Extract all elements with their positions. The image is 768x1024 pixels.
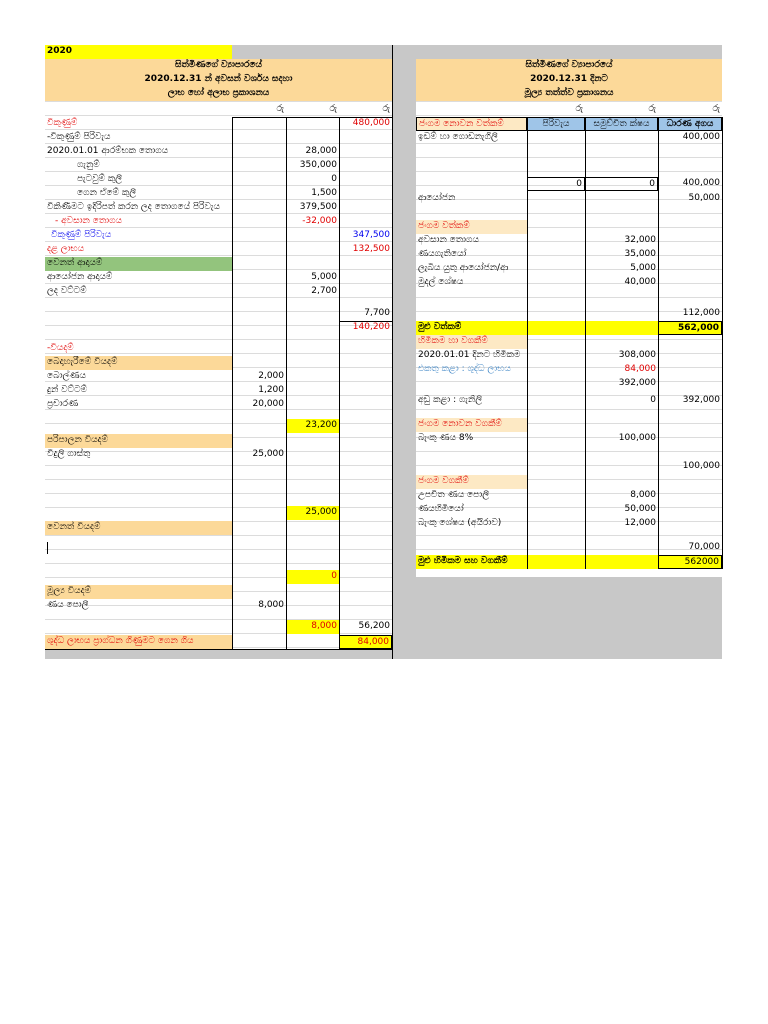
advertising-amount: 20,000 [252,399,284,409]
total-equity-liabilities-amount: 562000 [658,555,722,569]
non-current-liabilities-heading: ජංගම නොවන වගකීම් [416,418,527,432]
equity-liabilities-heading: හිමිකම හා වගකීම් [416,335,527,349]
left-title-statement: ලාභ හෝ අලාභ ප්‍රකාශනය [45,87,392,101]
debtors-label: ණයගැතියෝ [418,249,467,259]
sales-label: විකුණුම් [47,118,78,128]
total-expenses: 56,200 [358,621,390,631]
bank-loan-label: බැංකු ණය 8% [418,433,474,443]
cost-of-sales-amount: 347,500 [352,230,390,240]
grid-row-line [45,535,722,536]
creditors-amount: 50,000 [624,504,656,514]
row-border [45,649,392,650]
discount-allowed-amount: 1,200 [258,385,284,395]
other-income-heading: වෙනත් ආදායම් [45,257,232,271]
cost-of-sales-heading: -විකුණුම් පිරිවැය [47,132,111,142]
bad-debts-label: බොල්ණය [47,371,86,381]
current-assets-heading: ජංගම වත්කම් [416,220,527,234]
capital-total: 392,000 [682,395,720,405]
purchases-amount: 350,000 [299,160,337,170]
other-income-total: 7,700 [364,308,390,318]
land-buildings-label: ඉඩම් හා ගොඩනැගිලි [418,132,498,142]
closing-stock-label: - අවසාන තොගය [55,216,123,226]
net-profit-label: ශුද්ධ ලාභය ප්‍රාග්ධන ගිණුමට ගෙන ගිය [45,635,232,649]
distribution-expenses-heading: බෙදාහැරීමේ වියදම් [45,356,232,370]
currency-header: රු [329,104,337,114]
left-title-business: සිත්මිණගේ ව්‍යාපාරයේ [45,59,392,73]
left-title-period: 2020.12.31 න් අවසන් වර්ශය සදහා [45,73,392,87]
less-drawings-amount: 0 [650,395,656,405]
land-buildings-value: 400,000 [682,132,720,142]
grid-row-line [45,423,722,424]
goods-available-amount: 379,500 [299,202,337,212]
left-bottom-gray [45,649,392,659]
investments-value: 50,000 [688,193,720,203]
spreadsheet [45,45,722,659]
closing-stock-amount: -32,000 [302,216,337,226]
net-profit-amount: 84,000 [339,635,392,649]
currency-header: රු [712,104,720,114]
bad-debts-amount: 2,000 [258,371,284,381]
grid-row-line [45,479,722,480]
col-cost-header: පිරිවැය [527,117,585,131]
carriage-in-amount: 1,500 [311,188,337,198]
text-cursor [47,542,48,554]
closing-stock-asset-label: අවසාන තොගය [418,235,479,245]
goods-available-label: විකිණීමට ඉදිරිපත් කරන ලද තොගයේ පිරිවැය [47,202,220,212]
total-equity-liabilities-label: මුළු හිමිකම සහ වගකීම් [416,555,658,569]
column-border [658,117,659,569]
finance-total: 8,000 [286,620,339,634]
discount-allowed-label: දුන් වට්ටම් [47,385,88,395]
grid-row-line [45,549,722,550]
carriage-in-label: ගෙන ඒමේ කුලී [77,188,137,198]
purchases-label: ගැනුම් [77,160,100,170]
nca-depreciation-total: 0 [585,177,658,191]
col-depreciation-header: සමුච්චිත ක්ෂය [585,117,658,131]
column-border [722,117,723,569]
admin-total: 25,000 [286,506,339,520]
less-drawings-label: අඩු කළා : ගැනිලි [418,395,483,405]
nca-cost-total: 0 [527,177,585,191]
gross-profit-label: දළ ලාභය [47,244,85,254]
carriage-out-label: පැටවුම් කුලී [77,174,123,184]
column-border [392,45,393,659]
discount-received-amount: 2,700 [311,286,337,296]
closing-stock-asset-amount: 32,000 [624,235,656,245]
investment-income-receivable-amount: 5,000 [630,263,656,273]
accrued-interest-amount: 8,000 [630,490,656,500]
current-assets-total: 112,000 [682,308,720,318]
add-net-profit-label: එකතු කළා : ශුද්ධ ලාභය [418,364,511,374]
investments-label: ආයෝජන [418,193,456,203]
cl-total: 70,000 [688,542,720,552]
bank-overdraft-amount: 12,000 [624,518,656,528]
advertising-label: ප්‍රචාරණ [47,399,79,409]
row-border [339,321,392,322]
loan-interest-label: ණය පොලී [47,600,89,610]
separator-column [392,45,416,659]
total-assets-label: මුළු වත්කම් [416,321,658,335]
right-title-business: සිත්මිණගේ ව්‍යාපාරයේ [416,59,722,73]
column-border [232,117,233,649]
nca-total: 400,000 [682,178,720,188]
currency-header: රු [382,104,390,114]
investment-income-label: ආයෝජන ආදායම් [47,272,113,282]
finance-expenses-heading: මූල්‍ය වියදම් [45,585,232,599]
investment-income-amount: 5,000 [311,272,337,282]
other-expenses-heading: වෙනත් වියදම් [45,521,232,535]
cost-of-sales-label: විකුණුම් පිරිවැය [51,230,112,240]
carriage-out-amount: 0 [331,174,337,184]
debtors-amount: 35,000 [624,249,656,259]
capital-opening-amount: 308,000 [618,350,656,360]
bank-loan-amount: 100,000 [618,433,656,443]
column-border [286,117,287,649]
year-tag: 2020 [45,45,232,59]
grid-row-line [45,465,722,466]
right-title-statement: මූල්‍ය තත්ත්ව ප්‍රකාශනය [416,87,722,101]
accrued-interest-label: උපචිත ණය පොලී [418,490,490,500]
column-border [339,117,340,649]
grid-row-line [45,101,722,102]
gross-profit-amount: 132,500 [352,244,390,254]
grid-row-line [45,339,722,340]
currency-header: රු [648,104,656,114]
electricity-label: විදුලි ගාස්තු [47,449,91,459]
capital-subtotal: 392,000 [618,378,656,388]
gross-plus-income-amount: 140,200 [352,322,390,332]
other-expenses-total: 0 [286,570,339,584]
cash-label: මුදල් ශේෂය [418,277,464,287]
total-assets-amount: 562,000 [658,321,722,335]
col-carrying-header: ධාරණ අගය [658,117,722,131]
opening-stock-label: 2020.01.01 ආරම්භක තොගය [47,146,169,156]
distribution-total: 23,200 [286,419,339,433]
currency-header: රු [575,104,583,114]
investment-income-receivable-label: ලැබිය යුතු ආයෝජන/ආ [418,263,509,273]
cash-amount: 40,000 [624,277,656,287]
non-current-assets-heading: ජංගම නොවන වත්කම් [416,117,527,131]
opening-stock-amount: 28,000 [305,146,337,156]
current-liabilities-heading: ජංගම වගකීම් [416,475,527,489]
admin-expenses-heading: පරිපාලන වියදම් [45,434,232,448]
creditors-label: ණයහිමියෝ [418,504,464,514]
discount-received-label: ලද වට්ටම් [47,286,87,296]
row-border [232,117,392,118]
ncl-total: 100,000 [682,461,720,471]
right-bottom-gray [416,577,722,659]
capital-opening-label: 2020.01.01 දිනට හිමිකම [418,350,521,360]
electricity-amount: 25,000 [252,449,284,459]
currency-header: රු [276,104,284,114]
loan-interest-amount: 8,000 [258,600,284,610]
add-net-profit-amount: 84,000 [624,364,656,374]
sales-amount: 480,000 [352,118,390,128]
column-border [585,117,586,569]
header-gray-band [232,45,392,59]
right-title-date: 2020.12.31 දිනට [416,73,722,87]
bank-overdraft-label: බැංකු ශේෂය (අයිරාව) [418,518,502,528]
header-gray-band-right [416,45,722,59]
expenses-heading: -වියදම් [47,343,74,353]
column-border [527,117,528,569]
